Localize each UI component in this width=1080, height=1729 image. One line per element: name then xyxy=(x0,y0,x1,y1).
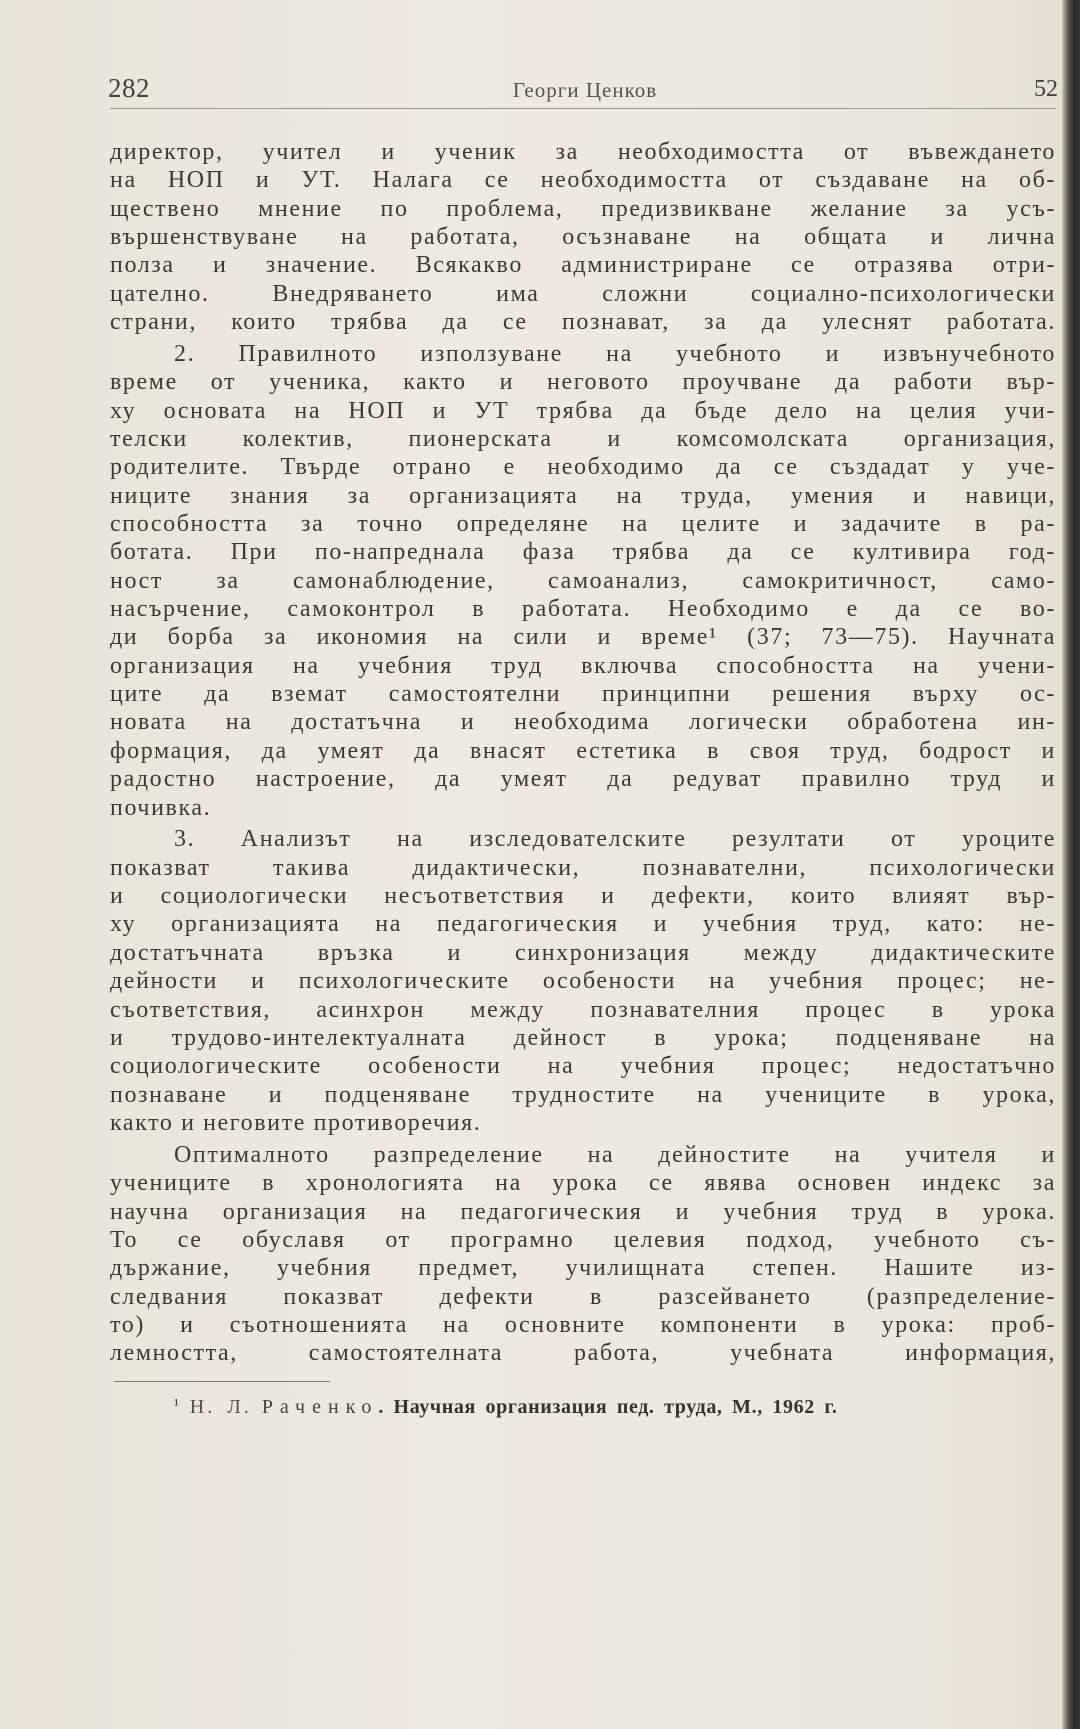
body-line: ност за самонаблюдение, самоанализ, самокритичност, само- xyxy=(110,567,1056,594)
body-line: съответствия, асинхрон между познавателния процес в урока xyxy=(110,996,1056,1023)
paragraph-1 xyxy=(110,138,1056,336)
body-line: държание, учебния предмет, училищната степен. Нашите из- xyxy=(110,1255,1056,1282)
signature-mark: 52 xyxy=(1034,76,1058,102)
running-head-author: Георги Ценков xyxy=(512,78,658,102)
body-line: ществено мнение по проблема, предизвикване желание за усъ- xyxy=(110,195,1056,222)
body-line: ците да вземат самостоятелни принципни решения върху ос- xyxy=(110,681,1056,708)
footnote-author-initials: Н. Л. xyxy=(189,1396,252,1418)
body-line: на НОП и УТ. Налага се необходимостта от създаване на об- xyxy=(110,167,1056,194)
footnote-author-surname: Раченко xyxy=(261,1396,379,1418)
body-line: организация на учебния труд включва способността на учени- xyxy=(110,652,1056,679)
body-line: дейности и психологическите особености на учебния процес; не- xyxy=(110,968,1056,995)
body-line: ниците знания за организацията на труда, умения и навици, xyxy=(110,482,1056,509)
body-line: познаване и подценяване трудностите на учениците в урока, xyxy=(110,1081,1056,1108)
body-line: 3. Анализът на изследователските резултати от уроците xyxy=(174,826,1056,853)
body-line: новата на достатъчна и необходима логически обработена ин- xyxy=(110,709,1056,736)
body-line: достатъчната връзка и синхронизация между дидактическите xyxy=(110,939,1056,966)
body-line: почивка. xyxy=(110,794,212,821)
body-line: формация, да умеят да внасят естетика в своя труд, бодрост и xyxy=(110,737,1056,764)
body-line: показват такива дидактически, познавателни, психологически xyxy=(110,854,1056,881)
body-line: То се обуславя от програмно целевия подход, учебното съ- xyxy=(110,1226,1056,1253)
body-line: директор, учител и ученик за необходимостта от въвеждането xyxy=(110,139,1056,165)
footnote xyxy=(174,1393,1014,1420)
body-line: страни, които трябва да се познават, за да улеснят работата. xyxy=(110,309,1056,336)
body-line: способността за точно определяне на целите и задачите в ра- xyxy=(110,511,1056,538)
body-line: радостно настроение, да умеят да редуват правилно труд и xyxy=(110,766,1056,793)
body-line: Оптималното разпределение на дейностите на учителя и xyxy=(174,1141,1056,1168)
body-line: учениците в хронологията на урока се явява основен индекс за xyxy=(110,1170,1056,1197)
body-line: и трудово-интелектуалната дейност в урока; подценяване на xyxy=(110,1024,1056,1051)
body-line: научна организация на педагогическия и учебния труд в урока. xyxy=(110,1198,1056,1225)
body-line: вършенствуване на работата, осъзнаване на общата и лична xyxy=(110,224,1056,251)
footnote-rule xyxy=(114,1381,330,1382)
paragraph-4 xyxy=(110,1141,1056,1368)
paragraph-2 xyxy=(110,340,1056,822)
body-line: време от ученика, както и неговото проучване да работи вър- xyxy=(110,369,1056,396)
footnote-marker: ¹ xyxy=(174,1397,180,1414)
body-line: 2. Правилното използуване на учебното и извънучебното xyxy=(174,341,1056,367)
body-line: ди борба за икономия на сили и време¹ (37; 73—75). Научната xyxy=(110,624,1056,651)
body-line: и социологически несъответствия и дефекти, които влияят вър- xyxy=(110,883,1056,910)
paragraph-3 xyxy=(110,825,1056,1137)
body-line: телски колектив, пионерската и комсомолската организация, xyxy=(110,426,1056,453)
body-line: родителите. Твърде отрано е необходимо да се създадат у уче- xyxy=(110,454,1056,481)
body-line: цателно. Внедряването има сложни социално-психологически xyxy=(110,280,1056,307)
body-line: следвания показват дефекти в разсейването (разпределение- xyxy=(110,1283,1056,1310)
body-line: ботата. При по-напреднала фаза трябва да се култивира год- xyxy=(110,539,1056,566)
body-line: то) и съотношенията на основните компоненти в урока: проб- xyxy=(110,1311,1056,1338)
scan-edge-shadow xyxy=(1062,0,1080,1729)
page-number: 282 xyxy=(108,73,150,103)
header-rule xyxy=(110,108,1056,109)
body-line: ху основата на НОП и УТ трябва да бъде дело на целия учи- xyxy=(110,397,1056,424)
footnote-citation: . Научная организация пед. труда, М., 1962 г. xyxy=(378,1396,838,1418)
body-line: насърчение, самоконтрол в работата. Необходимо е да се во- xyxy=(110,596,1056,623)
body-line: ху организацията на педагогическия и учебния труд, като: не- xyxy=(110,911,1056,938)
body-line: както и неговите противоречия. xyxy=(110,1109,482,1136)
body-line: лемността, самостоятелната работа, учебната информация, xyxy=(110,1340,1056,1367)
body-line: полза и значение. Всякакво администриране се отразява отри- xyxy=(110,252,1056,279)
body-line: социологическите особености на учебния процес; недостатъчно xyxy=(110,1053,1056,1080)
body-text xyxy=(110,138,1056,1368)
